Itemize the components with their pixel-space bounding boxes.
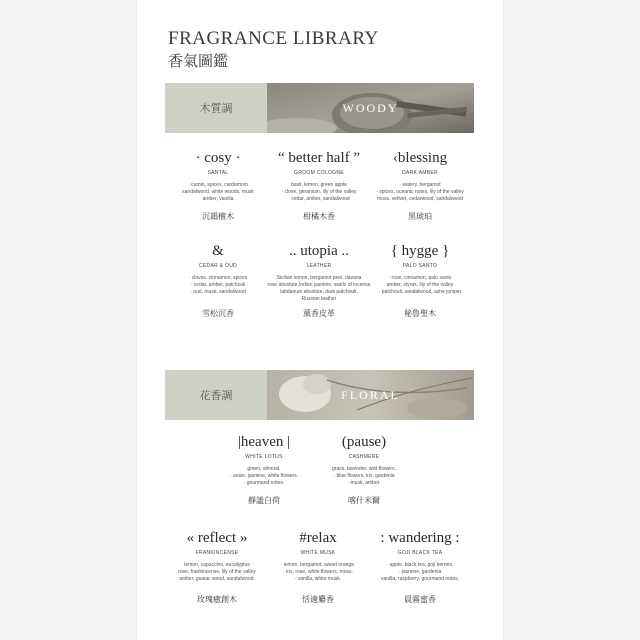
fragrance-notes: lemon, capuccino, eucalyptus rose, frankincense, lily of the valley amber, guaiac wood, sandalwood. <box>178 562 256 582</box>
fragrance-name: { hygge } <box>390 243 450 259</box>
fragrance-notes: · rose, cinnamon, palo santo amber, styrax, lily of the valley · patchouli, sandalwood, ashe juniper <box>378 275 462 295</box>
fragrance-subtitle: CASHMERE <box>348 454 380 460</box>
fragrance-name-zh: 秘魯聖木 <box>404 309 436 318</box>
fragrance-name: #relax <box>299 530 337 546</box>
fragrance-subtitle: CEDAR & OUD <box>198 263 238 269</box>
fragrance-subtitle: LEATHER <box>306 263 332 269</box>
fragrance-card[interactable] <box>166 150 270 225</box>
fragrance-subtitle: FRANKINCENSE <box>195 550 239 556</box>
section-photo-floral <box>267 370 474 420</box>
fragrance-card[interactable] <box>262 243 376 323</box>
section-banner-floral <box>165 370 474 420</box>
fragrance-notes: · cloves, cinnamon, spices · cedar, amber, patchouli · oud, musk, sandalwood <box>188 275 248 295</box>
fragrance-subtitle: WHITE MUSK <box>300 550 336 556</box>
fragrance-name: & <box>212 243 224 259</box>
fragrance-name: ‹blessing <box>392 150 448 166</box>
fragrance-card[interactable] <box>312 434 416 509</box>
fragrance-name: « reflect » <box>186 530 248 546</box>
section-label-en: FLORAL <box>341 387 400 402</box>
fragrance-card[interactable] <box>267 150 371 225</box>
fragrance-card[interactable] <box>166 243 270 323</box>
fragrance-card[interactable] <box>366 530 474 610</box>
section-label-zh: 木質調 <box>165 83 267 133</box>
fragrance-subtitle: PALO SANTO <box>402 263 438 269</box>
fragrance-notes: green, almond. · anise, jasmine, white flowers. · gourmand notes. <box>229 466 299 486</box>
fragrance-notes: · cumin, spices, cardamom sandalwood, white woods, musk amber, vanilla <box>182 182 254 202</box>
fragrance-notes: · lemon, bergamot, sweet orange. · iris, rose, white flowers, moss. · vanilla, white musk. <box>280 562 356 582</box>
fragrance-notes: Sicilian lemon, bergamot peel, davana rose absolute,Indian jasmine, swirls of incense labdanum absolute, dark patchouli, Russian leather <box>267 275 371 302</box>
fragrance-card[interactable] <box>368 150 472 225</box>
section-label-en: WOODY <box>342 100 399 115</box>
fragrance-name-zh: 喀什米爾 <box>348 496 380 505</box>
fragrance-card[interactable] <box>212 434 316 509</box>
fragrance-name: |heaven | <box>237 434 291 450</box>
fragrance-name: (pause) <box>341 434 387 450</box>
fragrance-name: .. utopia .. <box>289 243 349 259</box>
fragrance-subtitle: GOJI BLACK TEA <box>397 550 443 556</box>
fragrance-name-zh: 晨霧蜜香 <box>404 595 436 604</box>
fragrance-name-zh: 黑琥珀 <box>408 212 432 221</box>
fragrance-subtitle: GROOM COLOGNE <box>294 170 344 176</box>
fragrance-name: : wandering : <box>380 530 460 546</box>
fragrance-notes: · apple, black tea, goji berries. · jasmine, gardenia vanilla, raspberry, gourmand notes. <box>380 562 459 582</box>
fragrance-name-zh: 沉韻檀木 <box>202 212 234 221</box>
section-photo-woody <box>267 83 474 133</box>
page-subtitle: 香氣圖鑑 <box>168 52 229 70</box>
section-label-zh: 花香調 <box>165 370 267 420</box>
fragrance-notes: grass, lavender, wild flowers. · blue flowers, iris, gardenia · musk, amber. <box>332 466 396 486</box>
fragrance-card[interactable] <box>266 530 370 610</box>
fragrance-subtitle: DARK AMBER <box>402 170 438 176</box>
fragrance-name-zh: 玫瑰癒創木 <box>197 595 237 604</box>
fragrance-card[interactable] <box>162 530 272 610</box>
fragrance-name-zh: 靜謐白荷 <box>248 496 280 505</box>
section-banner-woody <box>165 83 474 133</box>
fragrance-name-zh: 恬適麝香 <box>302 595 334 604</box>
fragrance-name: “ better half ” <box>277 150 361 166</box>
fragrance-name-zh: 柑橘木香 <box>303 212 335 221</box>
fragrance-notes: · watery, bergamot · spices, oceanic notes, lily of the valley moss, vetiver, cedarwood, sandalwood <box>376 182 464 202</box>
page-title: FRAGRANCE LIBRARY <box>168 28 379 49</box>
fragrance-subtitle: SANTAL <box>207 170 229 176</box>
fragrance-subtitle: WHITE LOTUS <box>245 454 283 460</box>
fragrance-notes: basil, lemon, green apple · clove, geranium, lily of the valley · cedar, amber, sandalwood <box>281 182 357 202</box>
fragrance-name-zh: 雪松沉香 <box>202 309 234 318</box>
fragrance-name-zh: 薰香皮革 <box>303 309 335 318</box>
fragrance-card[interactable] <box>368 243 472 323</box>
fragrance-name: · cosy · <box>195 150 241 166</box>
